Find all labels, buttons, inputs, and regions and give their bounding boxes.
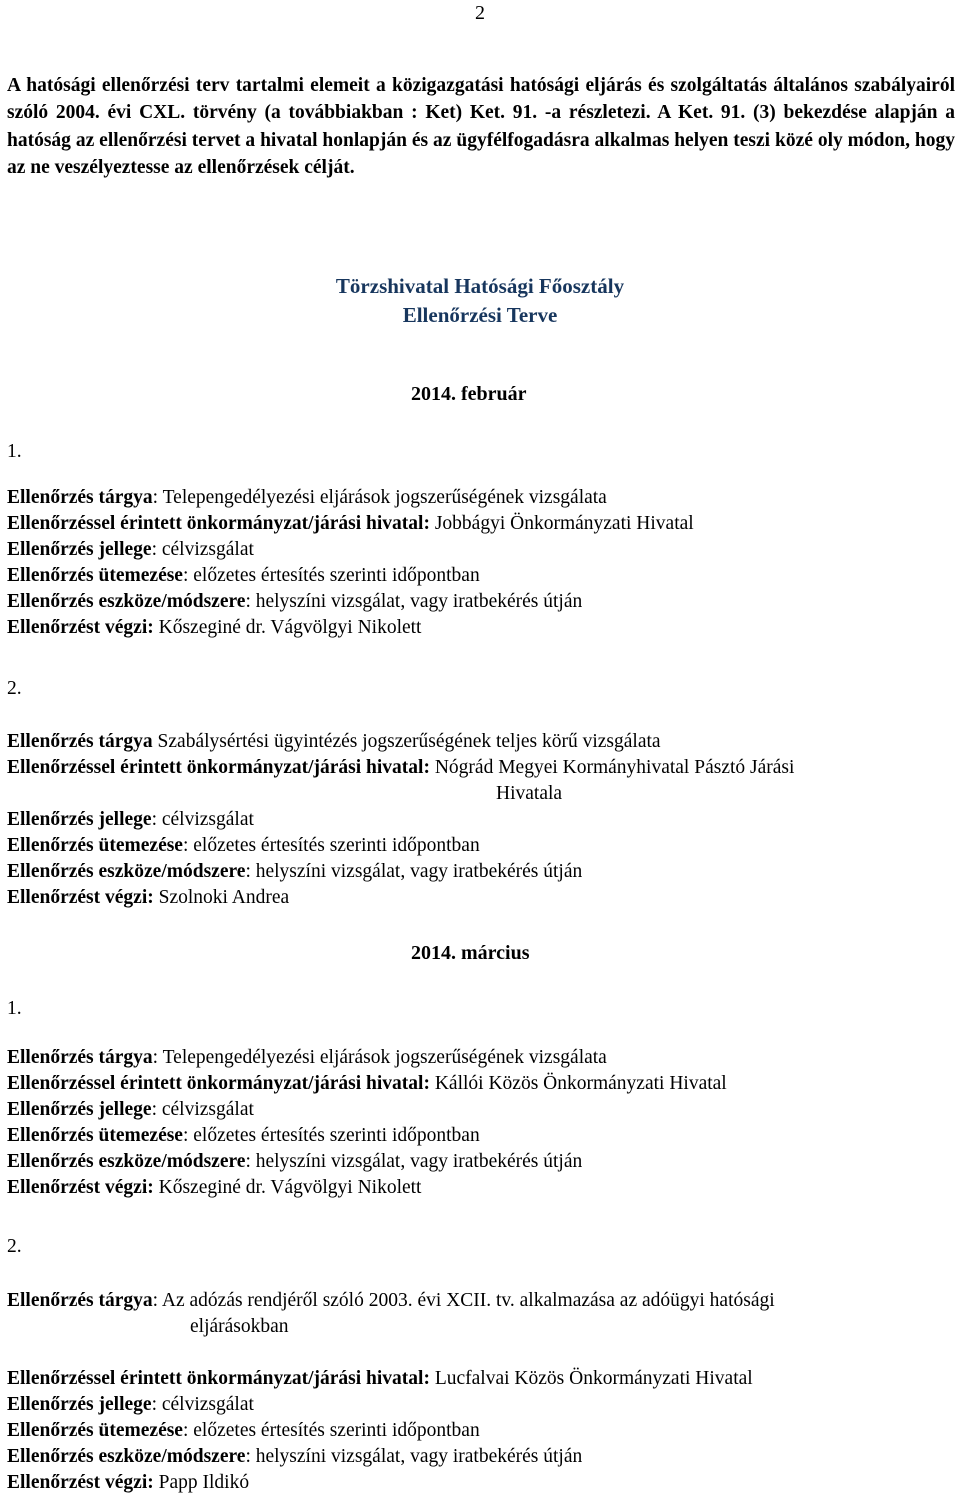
- item-number: 1.: [7, 441, 22, 462]
- field-jellege: Ellenőrzés jellege: célvizsgálat: [7, 809, 254, 830]
- field-jellege: Ellenőrzés jellege: célvizsgálat: [7, 1394, 254, 1415]
- field-targya: Ellenőrzés tárgya: Telepengedélyezési eljárások jogszerűségének vizsgálata: [7, 487, 607, 508]
- item-number: 1.: [7, 998, 22, 1019]
- item-fields: [7, 1045, 727, 1201]
- item-number: 2.: [7, 1236, 22, 1257]
- field-eszkoze: Ellenőrzés eszköze/módszere: helyszíni vizsgálat, vagy iratbekérés útján: [7, 861, 583, 882]
- field-utemezese: Ellenőrzés ütemezése: előzetes értesítés szerinti időpontban: [7, 835, 480, 856]
- field-utemezese: Ellenőrzés ütemezése: előzetes értesítés szerinti időpontban: [7, 1420, 480, 1441]
- field-eszkoze: Ellenőrzés eszköze/módszere: helyszíni vizsgálat, vagy iratbekérés útján: [7, 1151, 583, 1172]
- field-erintett: Ellenőrzéssel érintett önkormányzat/járási hivatal: Nógrád Megyei Kormányhivatal Pásztó Járási: [7, 757, 795, 778]
- field-erintett: Ellenőrzéssel érintett önkormányzat/járási hivatal: Kállói Közös Önkormányzati Hivatal: [7, 1073, 727, 1094]
- field-targya: Ellenőrzés tárgya: Telepengedélyezési eljárások jogszerűségének vizsgálata: [7, 1047, 607, 1068]
- field-vegzi: Ellenőrzést végzi: Szolnoki Andrea: [7, 887, 290, 908]
- field-vegzi: Ellenőrzést végzi: Kőszeginé dr. Vágvölgyi Nikolett: [7, 617, 422, 638]
- field-eszkoze: Ellenőrzés eszköze/módszere: helyszíni vizsgálat, vagy iratbekérés útján: [7, 591, 583, 612]
- month-label-february: 2014. február: [411, 383, 527, 405]
- item-fields: [7, 485, 694, 641]
- item-fields: [7, 729, 794, 911]
- field-targya: Ellenőrzés tárgya Szabálysértési ügyintézés jogszerűségének teljes körű vizsgálata: [7, 731, 661, 752]
- field-utemezese: Ellenőrzés ütemezése: előzetes értesítés szerinti időpontban: [7, 1125, 480, 1146]
- page-number: 2: [475, 2, 485, 24]
- item-number: 2.: [7, 678, 22, 699]
- field-erintett: Ellenőrzéssel érintett önkormányzat/járási hivatal: Lucfalvai Közös Önkormányzati Hivatal: [7, 1368, 753, 1389]
- field-eszkoze: Ellenőrzés eszköze/módszere: helyszíni vizsgálat, vagy iratbekérés útján: [7, 1446, 583, 1467]
- item-fields: [7, 1366, 753, 1496]
- heading-line-2: Ellenőrzési Terve: [402, 303, 558, 327]
- intro-paragraph: [7, 72, 955, 181]
- field-targya-cont: eljárásokban: [190, 1316, 289, 1337]
- field-vegzi: Ellenőrzést végzi: Papp Ildikó: [7, 1472, 250, 1493]
- intro-text: A hatósági ellenőrzési terv tartalmi elemeit a közigazgatási hatósági eljárás és szolgáltatás általános szabályairól szóló 2004. évi CXL. törvény (a továbbiakban : Ket) Ket. 91. -a részletezi. A Ket. 91. (3) bekezdése alapján a hatóság az ellenőrzési tervet a hivatal honlapján és az ügyfélfogadásra alkalmas helyen teszi közé oly módon, hogy az ne veszélyeztesse az ellenőrzések célját.: [7, 75, 955, 178]
- heading-line-1: Törzshivatal Hatósági Főosztály: [335, 274, 625, 298]
- field-targya: Ellenőrzés tárgya: Az adózás rendjéről szóló 2003. évi XCII. tv. alkalmazása az adóügyi hatósági: [7, 1290, 775, 1311]
- field-jellege: Ellenőrzés jellege: célvizsgálat: [7, 1099, 254, 1120]
- month-label-march: 2014. március: [411, 942, 530, 964]
- field-utemezese: Ellenőrzés ütemezése: előzetes értesítés szerinti időpontban: [7, 565, 480, 586]
- field-erintett: Ellenőrzéssel érintett önkormányzat/járási hivatal: Jobbágyi Önkormányzati Hivatal: [7, 513, 694, 534]
- field-erintett-cont: Hivatala: [496, 783, 563, 804]
- field-vegzi: Ellenőrzést végzi: Kőszeginé dr. Vágvölgyi Nikolett: [7, 1177, 422, 1198]
- field-jellege: Ellenőrzés jellege: célvizsgálat: [7, 539, 254, 560]
- item-fields: [7, 1288, 775, 1340]
